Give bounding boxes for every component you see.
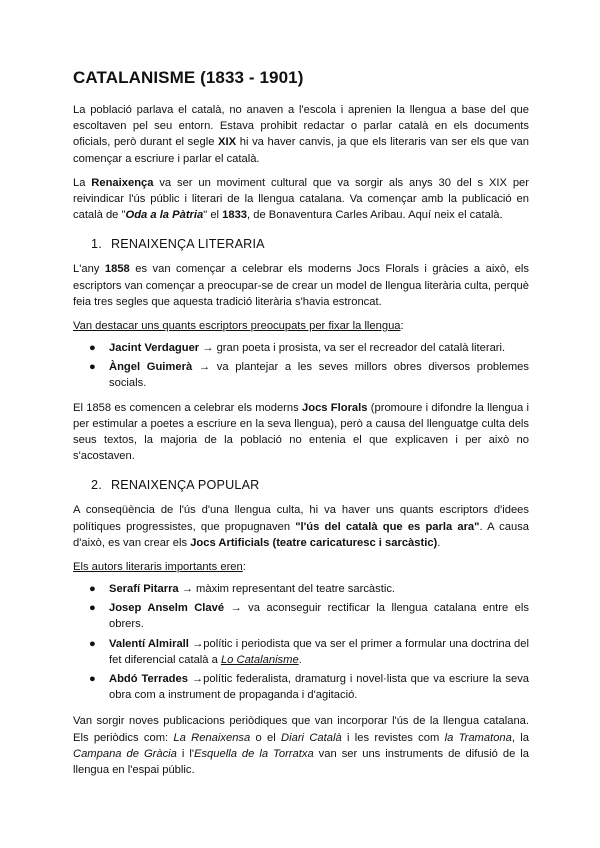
section1-paragraph-2	[73, 400, 529, 465]
bullet-icon: ●	[89, 602, 96, 615]
intro-text-end: hi va haver canvis, ja que els literaris van ser els que van començar a escriure i parlar el català.	[73, 136, 529, 165]
s2-p2-text-b: o el	[250, 731, 282, 744]
p2-italic-oda: Oda a la Pàtria	[125, 209, 204, 222]
s2-p2-text-a: Van sorgir noves publicacions periòdiques que van incorporar l'ús de la llengua catalana. Els periòdics com:	[73, 715, 529, 744]
author-desc: → va aconseguir rectificar la llengua catalana entre els obrers.	[109, 602, 529, 631]
author-name: Valentí Almirall	[109, 637, 189, 650]
section1-list-title	[73, 318, 529, 334]
author-name: Serafí Pitarra	[109, 583, 179, 596]
page-title: CATALANISME (1833 - 1901)	[73, 68, 304, 87]
p2-text-c: " el	[203, 209, 223, 222]
author-name: Josep Anselm Clavé	[109, 602, 225, 615]
section2-list-title	[73, 559, 529, 575]
periodical-campana: Campana de Gràcia	[73, 747, 177, 760]
s1-p2-text-b: (promoure i difondre la llengua i per estimular a poetes a escriure en la seva llengua), però a causa del llenguatge culta dels seus textos, la majoria de la població no entenia el que explicaven i per això no s'acostaven.	[73, 401, 529, 463]
list-title-text: Van destacar uns quants escriptors preocupats per fixar la llengua	[73, 320, 401, 333]
list-item	[73, 671, 529, 703]
p2-bold-1833: 1833	[222, 209, 248, 222]
bullet-icon: ●	[89, 673, 96, 686]
author-desc: →polític i periodista que va ser el primer a formular una doctrina del fet diferencial català a	[109, 637, 529, 666]
p2-text-b: va ser un moviment cultural que va sorgir als anys 30 del s XIX per reivindicar l'ús públic i literari de la llengua catalana. Va començar amb la publicació en català de "	[73, 176, 529, 222]
bullet-icon: ●	[89, 637, 96, 650]
section-number: 2.	[91, 478, 102, 493]
work-title: Lo Catalanisme	[220, 653, 299, 666]
section-title: RENAIXENÇA POPULAR	[111, 478, 260, 493]
periodical-tramatona: la Tramatona	[444, 731, 512, 744]
list-title-colon: :	[400, 320, 404, 333]
s2-p2-text-f: van ser uns instruments de difusió de la llengua en l'espai públic.	[73, 747, 529, 777]
s1-p2-text-a: El 1858 es comencen a celebrar els moderns	[73, 401, 303, 414]
intro-paragraph	[73, 102, 529, 167]
list-item	[73, 340, 529, 356]
s1-p1-text-a: L'any	[73, 263, 105, 276]
list-item	[73, 636, 529, 668]
section-number: 1.	[91, 237, 102, 252]
section2-paragraph	[73, 502, 529, 551]
section1-paragraph	[73, 261, 529, 310]
s2-p2-text-c: i les revistes com	[341, 731, 445, 744]
s2-p1-text-c: .	[437, 536, 441, 549]
section2-paragraph-2	[73, 713, 529, 778]
document-page	[73, 68, 529, 786]
author-name: Abdó Terrades	[109, 673, 188, 686]
section-heading-2	[91, 478, 529, 492]
s2-p1-bold-jocs: Jocs Artificials (teatre caricaturesc i sarcàstic)	[190, 536, 438, 549]
p2-bold-renaixenca: Renaixença	[91, 176, 154, 189]
author-desc: → va plantejar a les seves millors obres diversos problemes socials.	[109, 361, 529, 390]
s2-p1-bold-quote: "l'ús del català que es parla ara"	[295, 520, 480, 533]
author-desc-end: .	[298, 653, 302, 666]
author-desc: → gran poeta i prosista, va ser el recreador del català literari.	[199, 342, 506, 355]
s1-p1-text-b: es van començar a celebrar els moderns Jocs Florals i gràcies a això, els escriptors van començar a preocupar-se de crear un model de llengua literària culta, perquè feia tres segles que aquesta tradició literària s'havia estroncat.	[73, 263, 529, 308]
list-title-text: Els autors literaris importants eren	[73, 561, 243, 574]
intro-text: La població parlava el català, no anaven a l'escola i aprenien la llengua a base del que escoltaven pel seu entorn. Estava prohibit redactar o parlar català en els documents oficials, però durant el segle	[73, 104, 529, 149]
intro-bold: XIX	[218, 136, 237, 149]
section-title: RENAIXENÇA LITERARIA	[111, 237, 265, 252]
list-item	[73, 581, 529, 597]
author-desc: → màxim representant del teatre sarcàstic.	[178, 583, 396, 596]
bullet-icon: ●	[89, 342, 96, 355]
s2-p1-text-b: . A causa d'això, es van crear els	[73, 520, 530, 549]
bullet-icon: ●	[89, 583, 96, 596]
section1-list	[73, 340, 529, 392]
s2-p2-text-d: , la	[511, 731, 529, 744]
bullet-icon: ●	[89, 361, 96, 374]
author-name: Jacint Verdaguer	[109, 342, 200, 355]
list-title-colon: :	[242, 561, 246, 574]
list-item	[73, 359, 529, 391]
p2-text-a: La	[73, 176, 92, 189]
renaixenca-paragraph	[73, 175, 529, 224]
list-item	[73, 600, 529, 632]
s2-p1-text-a: A conseqüència de l'ús d'una llengua culta, hi va haver uns quants escriptors d'idees polítiques progressistes, que propugnaven	[73, 504, 529, 533]
p2-text-d: , de Bonaventura Carles Aribau. Aquí neix el català.	[247, 209, 503, 222]
author-name: Àngel Guimerà	[109, 361, 193, 374]
periodical-esquella: Esquella de la Torratxa	[194, 747, 314, 760]
s1-p2-bold: Jocs Florals	[302, 401, 368, 414]
author-desc: →polític federalista, dramaturg i novel·lista que va escriure la seva obra com a instrument de propaganda i d'agitació.	[109, 673, 530, 702]
s1-p1-bold: 1858	[104, 263, 130, 276]
section-heading-1	[91, 237, 529, 251]
section2-list	[73, 581, 529, 703]
s2-p2-text-e: i l'	[176, 747, 194, 760]
periodical-renaixensa: La Renaixensa	[173, 731, 251, 744]
periodical-diari-catala: Diari Català	[281, 731, 342, 744]
